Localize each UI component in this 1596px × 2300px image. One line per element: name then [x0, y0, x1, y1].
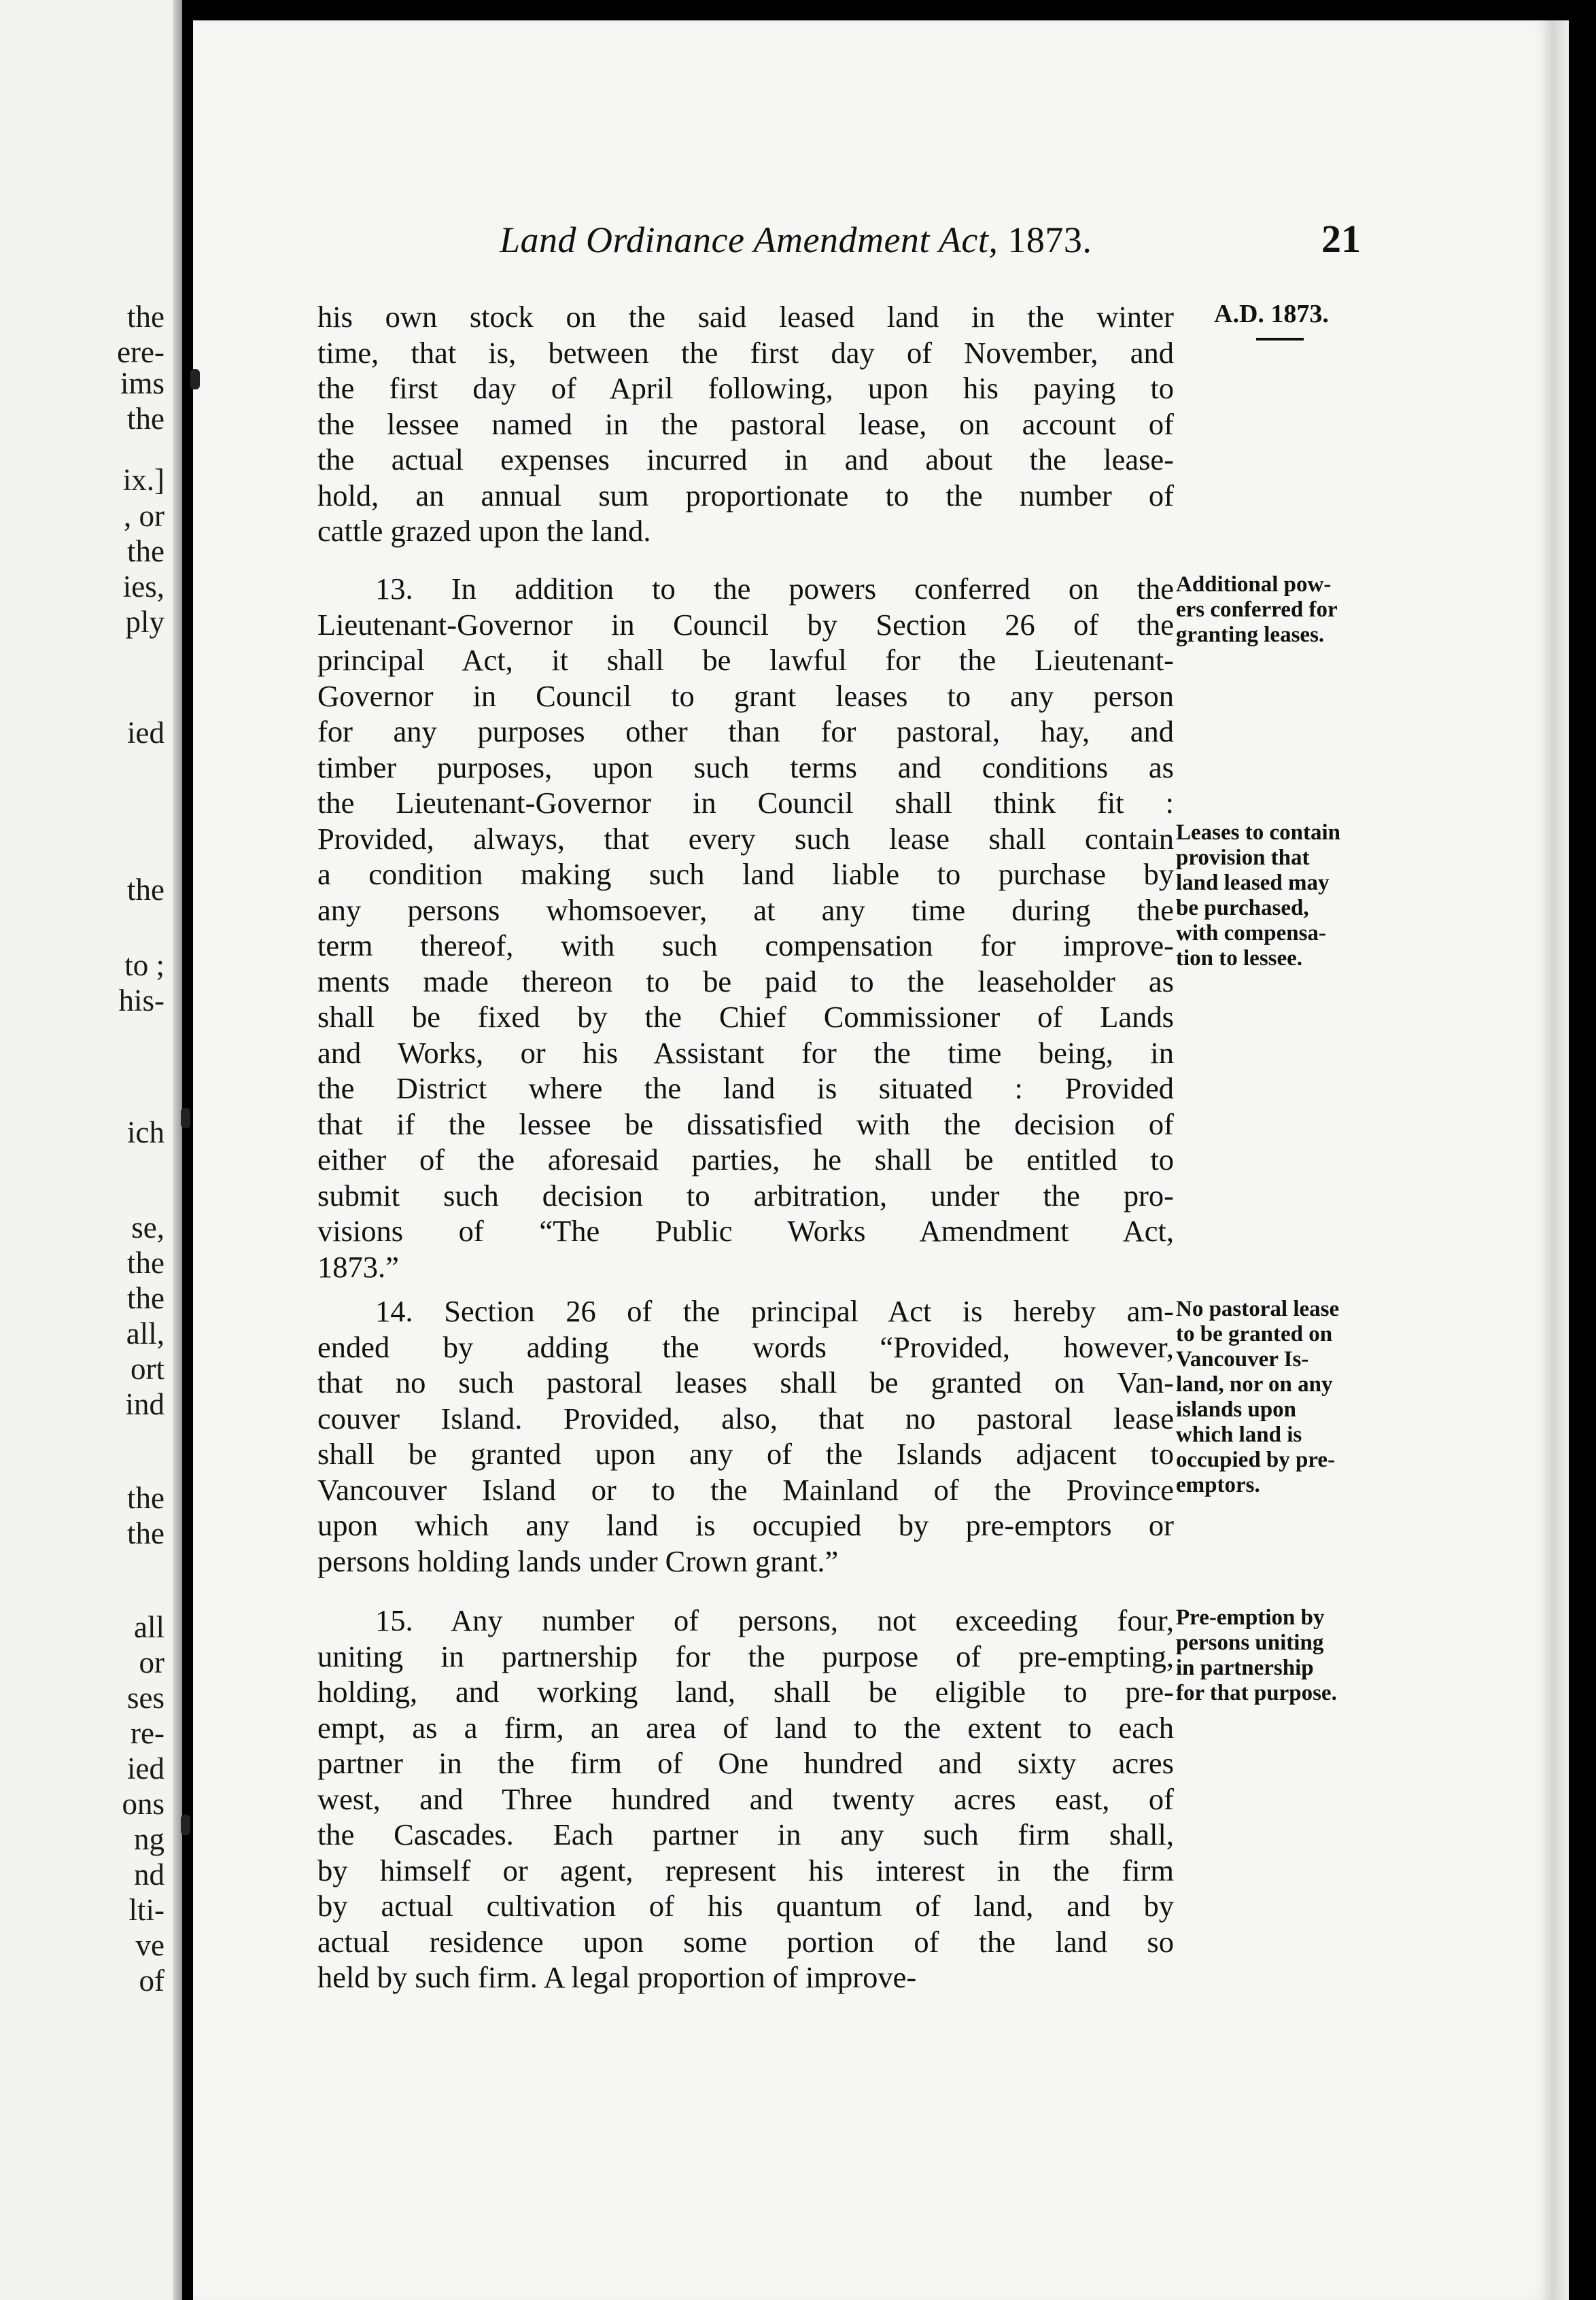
margin-note-line: persons uniting [1176, 1631, 1324, 1655]
binding-hole [181, 1815, 190, 1835]
text-line: held by such firm. A legal proportion of improve- [317, 1960, 917, 1994]
text-line: term thereof, with such compensation for improve- [317, 928, 1174, 962]
text-line: upon which any land is occupied by pre-emptors or [317, 1508, 1174, 1542]
page-edge [1552, 20, 1569, 2300]
margin-note-line: emptors. [1176, 1473, 1260, 1497]
left-page-fragment: nd [134, 1858, 164, 1892]
text-line: persons holding lands under Crown grant.” [317, 1544, 839, 1578]
left-page-fragment: ort [131, 1352, 164, 1386]
left-page-fragment: ies, [122, 570, 164, 604]
margin-note-line: land leased may [1176, 871, 1330, 895]
left-page-fragment: the [127, 402, 164, 436]
margin-note-line: Pre-emption by [1176, 1605, 1325, 1630]
left-page-fragment: the [127, 873, 164, 907]
text-line: cattle grazed upon the land. [317, 514, 651, 548]
text-line: ended by adding the words “Provided, however, [317, 1329, 1174, 1364]
left-page-fragment: ich [127, 1115, 164, 1149]
margin-note-line: which land is [1176, 1423, 1302, 1447]
text-line: holding, and working land, shall be eligible to pre- [317, 1675, 1174, 1709]
margin-note-additional-powers [1176, 572, 1400, 648]
running-year: 1873. [1007, 220, 1092, 260]
left-page-fragment: ied [127, 1752, 164, 1785]
left-page-fragment: ve [135, 1928, 164, 1962]
text-line: either of the aforesaid parties, he shall be entitled to [317, 1143, 1174, 1177]
margin-note-line: Additional pow- [1176, 572, 1332, 597]
text-line: visions of “The Public Works Amendment Act, [317, 1214, 1174, 1248]
text-line: empt, as a firm, an area of land to the extent to each [317, 1710, 1174, 1745]
page-gutter [173, 0, 182, 2300]
page-number: 21 [1321, 217, 1361, 261]
margin-note-line: land, nor on any [1176, 1372, 1333, 1397]
left-page-fragment: ses [127, 1681, 164, 1715]
left-page-fragment: of [139, 1964, 164, 1998]
left-page-fragment: his- [118, 983, 164, 1017]
text-line: principal Act, it shall be lawful for the Lieutenant- [317, 643, 1174, 677]
text-line: the actual expenses incurred in and about the lease- [317, 442, 1174, 476]
side-rule [1256, 338, 1304, 341]
text-line: the Lieutenant-Governor in Council shall think fit : [317, 786, 1174, 820]
text-line: shall be fixed by the Chief Commissioner of Lands [317, 1000, 1174, 1034]
binding-hole [190, 369, 200, 389]
left-page-fragment: ons [122, 1787, 164, 1821]
margin-note-line: be purchased, [1176, 896, 1309, 920]
margin-note-leases-purchase [1176, 820, 1400, 971]
margin-note-line: tion to lessee. [1176, 946, 1303, 971]
left-page-fragment: or [139, 1645, 164, 1679]
text-line: a condition making such land liable to purchase by [317, 857, 1174, 891]
text-line: 13. In addition to the powers conferred on the [375, 572, 1174, 606]
left-facing-page [0, 0, 182, 2300]
text-line: by actual cultivation of his quantum of land, and by [317, 1889, 1174, 1923]
running-head [500, 219, 1092, 261]
text-line: ments made thereon to be paid to the leaseholder as [317, 964, 1174, 998]
text-line: timber purposes, upon such terms and conditions as [317, 750, 1174, 784]
margin-note-line: No pastoral lease [1176, 1297, 1340, 1321]
text-line: the District where the land is situated : Provided [317, 1071, 1174, 1105]
text-line: uniting in partnership for the purpose of pre-empting, [317, 1639, 1174, 1673]
text-line: 1873.” [317, 1249, 399, 1284]
text-line: actual residence upon some portion of the land so [317, 1924, 1174, 1959]
text-line: couver Island. Provided, also, that no pastoral lease [317, 1401, 1174, 1435]
text-line: that no such pastoral leases shall be granted on Van- [317, 1365, 1174, 1399]
text-line: that if the lessee be dissatisfied with the decision of [317, 1107, 1174, 1141]
left-page-fragment: the [127, 1481, 164, 1515]
left-page-fragment: all [134, 1610, 164, 1644]
left-page-fragment: lti- [128, 1893, 164, 1927]
margin-note-line: in partnership [1176, 1656, 1314, 1680]
binding-hole [181, 1108, 190, 1128]
text-line: any persons whomsoever, at any time during the [317, 892, 1174, 927]
section-13 [317, 571, 1174, 1285]
section-14 [317, 1293, 1174, 1579]
text-line: hold, an annual sum proportionate to the number of [317, 478, 1174, 512]
text-line: Vancouver Island or to the Mainland of the Province [317, 1472, 1174, 1507]
left-page-fragment: se, [131, 1210, 164, 1244]
side-year: A.D. 1873. [1214, 300, 1329, 328]
margin-note-line: Leases to contain [1176, 820, 1340, 845]
margin-note-line: to be granted on [1176, 1322, 1333, 1346]
text-line: and Works, or his Assistant for the time being, in [317, 1035, 1174, 1070]
text-line: 15. Any number of persons, not exceeding four, [375, 1603, 1174, 1637]
text-line: 14. Section 26 of the principal Act is hereby am- [375, 1294, 1174, 1328]
margin-note-line: for that purpose. [1176, 1681, 1337, 1705]
margin-note-pre-emption [1176, 1605, 1400, 1706]
text-line: the Cascades. Each partner in any such firm shall, [317, 1817, 1174, 1851]
text-line: submit such decision to arbitration, under the pro- [317, 1178, 1174, 1213]
left-page-fragment: ind [125, 1387, 164, 1421]
left-page-fragment: ply [125, 605, 164, 639]
margin-note-line: islands upon [1176, 1397, 1297, 1422]
text-line: Lieutenant-Governor in Council by Section 26 of the [317, 607, 1174, 642]
text-line: his own stock on the said leased land in the winter [317, 300, 1174, 334]
text-line: shall be granted upon any of the Islands adjacent to [317, 1437, 1174, 1471]
left-page-fragment: the [127, 1281, 164, 1315]
text-line: for any purposes other than for pastoral, hay, and [317, 714, 1174, 748]
margin-note-no-pastoral-lease [1176, 1297, 1400, 1498]
left-page-fragment: all, [126, 1317, 164, 1351]
left-page-fragment: the [127, 1246, 164, 1280]
left-page-fragment: ims [120, 366, 164, 400]
left-page-fragment: the [127, 534, 164, 568]
left-page-fragment: ix.] [122, 463, 164, 497]
text-line: Provided, always, that every such lease shall contain [317, 821, 1174, 856]
text-line: by himself or agent, represent his interest in the firm [317, 1853, 1174, 1887]
margin-note-line: occupied by pre- [1176, 1448, 1336, 1472]
text-line: partner in the firm of One hundred and sixty acres [317, 1746, 1174, 1780]
text-line: the first day of April following, upon his paying to [317, 371, 1174, 405]
running-title: Land Ordinance Amendment Act, [500, 220, 999, 260]
left-page-fragment: to ; [124, 948, 164, 982]
text-line: west, and Three hundred and twenty acres east, of [317, 1781, 1174, 1816]
left-page-fragment: ere- [117, 335, 164, 369]
text-line: the lessee named in the pastoral lease, on account of [317, 406, 1174, 441]
continuation-paragraph [317, 299, 1174, 549]
text-line: time, that is, between the first day of November, and [317, 335, 1174, 370]
section-15 [317, 1603, 1174, 1996]
left-page-fragment: ied [127, 716, 164, 750]
margin-note-line: Vancouver Is- [1176, 1347, 1309, 1372]
margin-note-line: provision that [1176, 846, 1310, 870]
left-page-fragment: the [127, 300, 164, 334]
text-line: Governor in Council to grant leases to any person [317, 678, 1174, 713]
left-page-fragment: re- [131, 1716, 164, 1750]
margin-note-line: with compensa- [1176, 921, 1326, 945]
left-page-fragment: the [127, 1516, 164, 1550]
left-page-fragment: , or [124, 499, 164, 533]
margin-note-line: granting leases. [1176, 623, 1325, 647]
margin-note-line: ers conferred for [1176, 597, 1338, 622]
left-page-fragment: ng [134, 1822, 164, 1856]
